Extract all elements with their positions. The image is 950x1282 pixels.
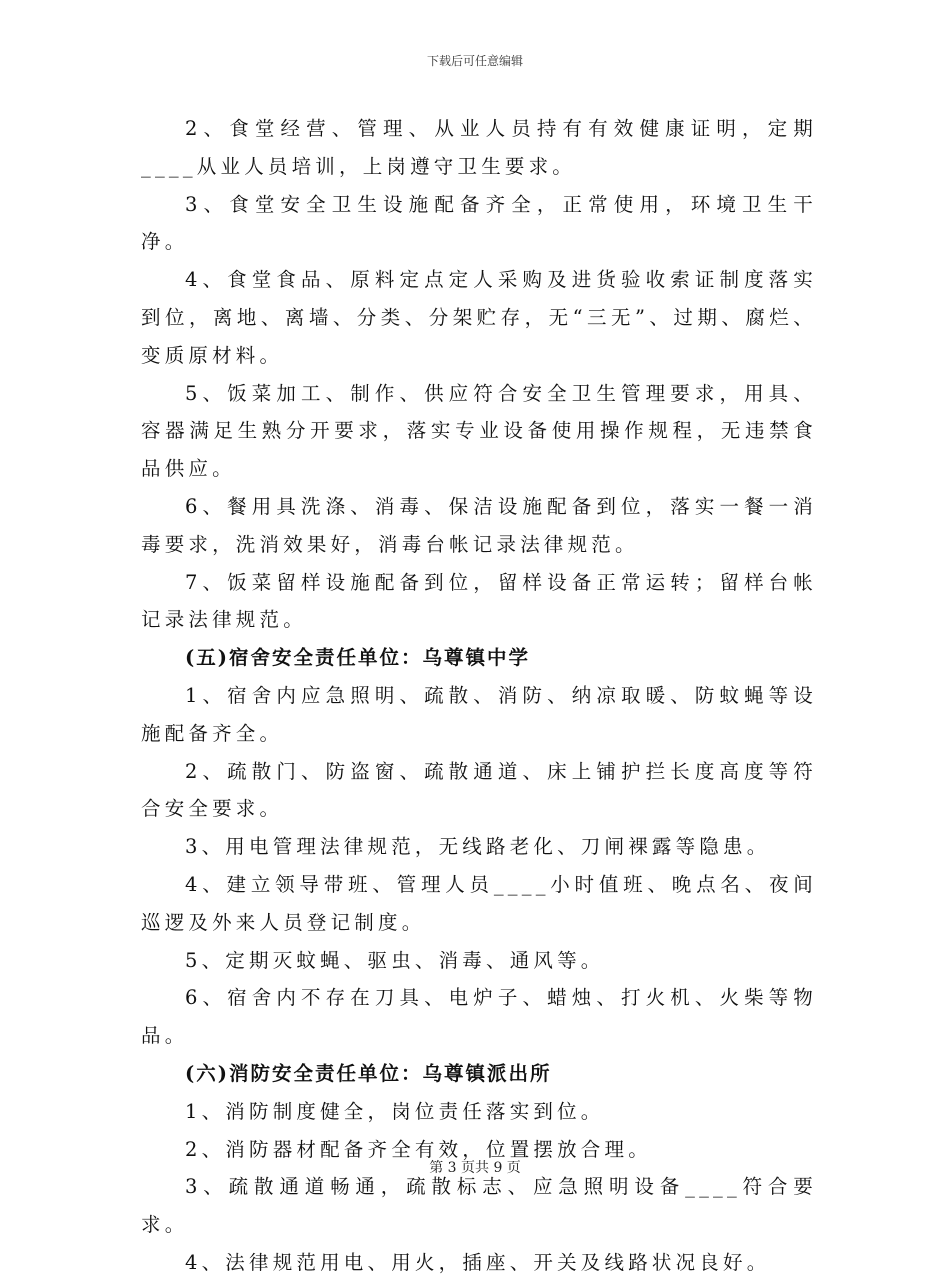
paragraph-canteen-2: 2、食堂经营、管理、从业人员持有有效健康证明，定期____从业人员培训，上岗遵守卫生要求。 <box>141 117 817 178</box>
paragraph-dormitory-5: 5、定期灭蚊蝇、驱虫、消毒、通风等。 <box>185 948 605 972</box>
paragraph-fire-4: 4、法律规范用电、用火，插座、开关及线路状况良好。 <box>185 1250 771 1274</box>
section-heading-fire-safety: (六)消防安全责任单位：乌尊镇派出所 <box>185 1061 552 1085</box>
document-body <box>141 110 817 1282</box>
paragraph-canteen-6: 6、餐用具洗涤、消毒、保洁设施配备到位，落实一餐一消毒要求，洗消效果好，消毒台帐记录法律规范。 <box>141 494 817 556</box>
paragraph-dormitory-6: 6、宿舍内不存在刀具、电炉子、蜡烛、打火机、火柴等物品。 <box>141 986 817 1048</box>
header-note: 下载后可任意编辑 <box>426 54 523 68</box>
paragraph-canteen-4: 4、食堂食品、原料定点定人采购及进货验收索证制度落实到位，离地、离墙、分类、分架贮存，无“三无”、过期、腐烂、变质原材料。 <box>141 268 817 367</box>
page-number-footer: 第 3 页共 9 页 <box>429 1160 521 1176</box>
section-heading-dormitory: (五)宿舍安全责任单位：乌尊镇中学 <box>185 646 530 670</box>
paragraph-canteen-3: 3、食堂安全卫生设施配备齐全，正常使用，环境卫生干净。 <box>141 192 817 254</box>
paragraph-fire-1: 1、消防制度健全，岗位责任落实到位。 <box>185 1099 605 1123</box>
paragraph-fire-2: 2、消防器材配备齐全有效，位置摆放合理。 <box>185 1137 652 1161</box>
paragraph-dormitory-2: 2、疏散门、防盗窗、疏散通道、床上铺护拦长度高度等符合安全要求。 <box>141 759 817 821</box>
paragraph-fire-3: 3、疏散通道畅通，疏散标志、应急照明设备____符合要求。 <box>141 1175 817 1237</box>
paragraph-dormitory-4: 4、建立领导带班、管理人员____小时值班、晚点名、夜间巡逻及外来人员登记制度。 <box>141 872 817 934</box>
paragraph-canteen-5: 5、饭菜加工、制作、供应符合安全卫生管理要求，用具、容器满足生熟分开要求，落实专业设备使用操作规程，无违禁食品供应。 <box>141 381 817 481</box>
paragraph-dormitory-1: 1、宿舍内应急照明、疏散、消防、纳凉取暖、防蚊蝇等设施配备齐全。 <box>141 683 817 745</box>
paragraph-canteen-7: 7、饭菜留样设施配备到位，留样设备正常运转；留样台帐记录法律规范。 <box>141 570 817 632</box>
paragraph-dormitory-3: 3、用电管理法律规范，无线路老化、刀闸裸露等隐患。 <box>185 835 771 859</box>
